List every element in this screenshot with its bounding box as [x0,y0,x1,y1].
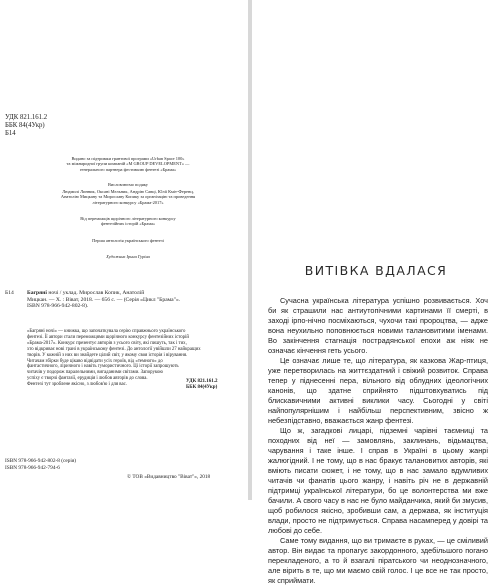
support-line: та міжнародної групи компаній «M GROUP DEVELOPMENT» — [66,161,190,167]
contest-line: фентезійних історій «Брама» [100,221,156,227]
thanks-line: Людмилі Линник, Оксані Мельник, Андрію Савці, Юлії Кміт-Ференц, [62,189,194,194]
paragraph: Сучасна українська література успішно розвивається. Хоч би як страшили нас антиутопічними картинами її смерті, в заході ірпо-нічно посміхаються, чухочи такі пророцтва, — адже вона неухильно поповнюється новими талановитими іменами. Во закінчення стагнація пострадянської епохи аж ніяк не означає кінчення геть усього. [268,296,488,355]
artist-credit: Художник Ірина Гуріна [106,254,150,259]
contest-line: Від переможців щорічного літературного конкурсу [80,216,176,221]
udc-line: УДК 821.161.2 [5,114,48,121]
catalog-line: ISBN 978-966-942-802-8). [27,303,89,310]
support-line: Видано за підтримки грантової програми «Urban Space 100» [71,156,185,161]
udc-small-block [186,379,217,391]
catalog-line [27,290,241,297]
author-mark: Б14 [5,130,16,137]
left-page [0,0,248,500]
paragraph: Що ж, загадкові лицарі, підземні чарівні таємниці та походних від неї — замовлянь, заклинань, відьмацтва, чарування і таке інше. І справ в Україні в цьому жанрі жалюгідний. І не тому, що в нас бракує талановитих авторів, які вміють писати сюжет, і не тому, що в нас замало вдумливих читачів чи фанатів цього жанру, і навіть річ не в державній підтримці української літератури, бо це волонтерства ми вже бачили. А свого часу в нас не було майданчика, який би змусив, щоб робилося якісно, зробивши сам, а держава, як інституція влади, просто не підтримується. Справа насамперед у довірі та любові до себе. [268,426,488,535]
catalog-line: Мицкан. — Х. : Віват, 2018. — 656 с. — (Серія «Цикл "Брама"». [27,296,181,303]
thanks-line: літературного конкурсу «Брама-2017» [92,199,164,205]
catalog-body [27,290,241,310]
annotation-line: успіху є творчі фантазії, ерудиція і любов авторів до слова. [27,376,148,382]
annotation-line: «Брама-2017». Конкурс презентує авторів з усього світу, які пишуть, так і тих, [27,340,187,346]
catalog-code: Б14 [5,290,14,296]
annotation-line: фентезі. Її автори стали переможцями щорічного конкурсу фентезійних історій [27,334,189,340]
catalog-line-rest: ночі / уклад. Мирослав Копик, Анатолій [46,290,145,296]
thanks-line: Анатолію Мицкану та Мирославу Копику за організацію та проведення [60,194,196,200]
annotation-line: Читачам збірки буде цікаво відвідати усіх героїв, від «темного» до [27,358,163,364]
thanks-title: Висловлюємо подяку [108,182,148,187]
isbn-line: ISBN 978-966-942-802-8 (серія) [5,458,77,464]
paragraph: Це означає лише те, що література, як казкова Жар-птиця, уже перетворилась на життєздатний і свіжий розвиток. Справа тепер у піднесенні пера, вільного від облудних ідеологічних канонів, що здатне сприйнято підштовхуватись під блискавичними активні виклики часу. Сьогодні у світі найпопулярнішим і найбільш перспективним, звісно ж небезпідставно, вважається жанр фентезі. [268,356,488,425]
chapter-heading: ВИТІВКА ВДАЛАСЯ [304,263,448,278]
support-note [28,156,228,172]
udc-block [5,114,47,138]
copyright-line: © ТОВ «Видавництво "Віват"», 2018 [127,474,211,480]
annotation-line: хто відкриває нові грані в українському фентезі. До антології увійшли 27 найкращих [27,346,201,352]
thanks-note [28,189,228,205]
annotation-line: «Багряні ночі» — книжка, що започаткувала серію справжнього українського [27,329,186,334]
chapter-body [268,296,488,586]
annotation-line: читачів у подорож паралельними, вигаданими світами. Запорукою [27,370,163,376]
anthology-note: Перша антологія українського фентезі [92,238,164,243]
support-line: генерального партнера фестивалю фентезі «Брама» [79,166,177,172]
annotation-line: Фентезі тут зроблене якісно, з любов'ю і для вас. [27,382,127,388]
bbk-small-line: ББК 84(4Укр) [186,385,218,390]
contest-note [28,216,228,227]
isbn-line: ISBN 978-966-942-794-6 [5,464,60,471]
isbn-block [5,458,76,472]
annotation-line: творів. У кожній з них ви знайдете цілий світ, у якому своя історія і вірування. [27,352,188,358]
udc-small-line: УДК 821.161.2 [186,379,218,384]
paragraph: Саме тому видання, що ви тримаєте в руках, — це сміливий автор. Він видає та пропагує закордонного, здебільшого погано перекладеного, а то й взагалі піратського чи неоднозначного, але вірить в те, що ми маємо свій голос. І це все не так просто, як сприймати. [268,536,488,585]
annotation-line: фантастичного, ліричного і навіть гумористичного. Ці історії запрошують [27,364,179,370]
bbk-line: ББК 84(4Укр) [5,122,45,129]
right-page [252,0,500,585]
catalog-title: Багряні [27,290,47,296]
